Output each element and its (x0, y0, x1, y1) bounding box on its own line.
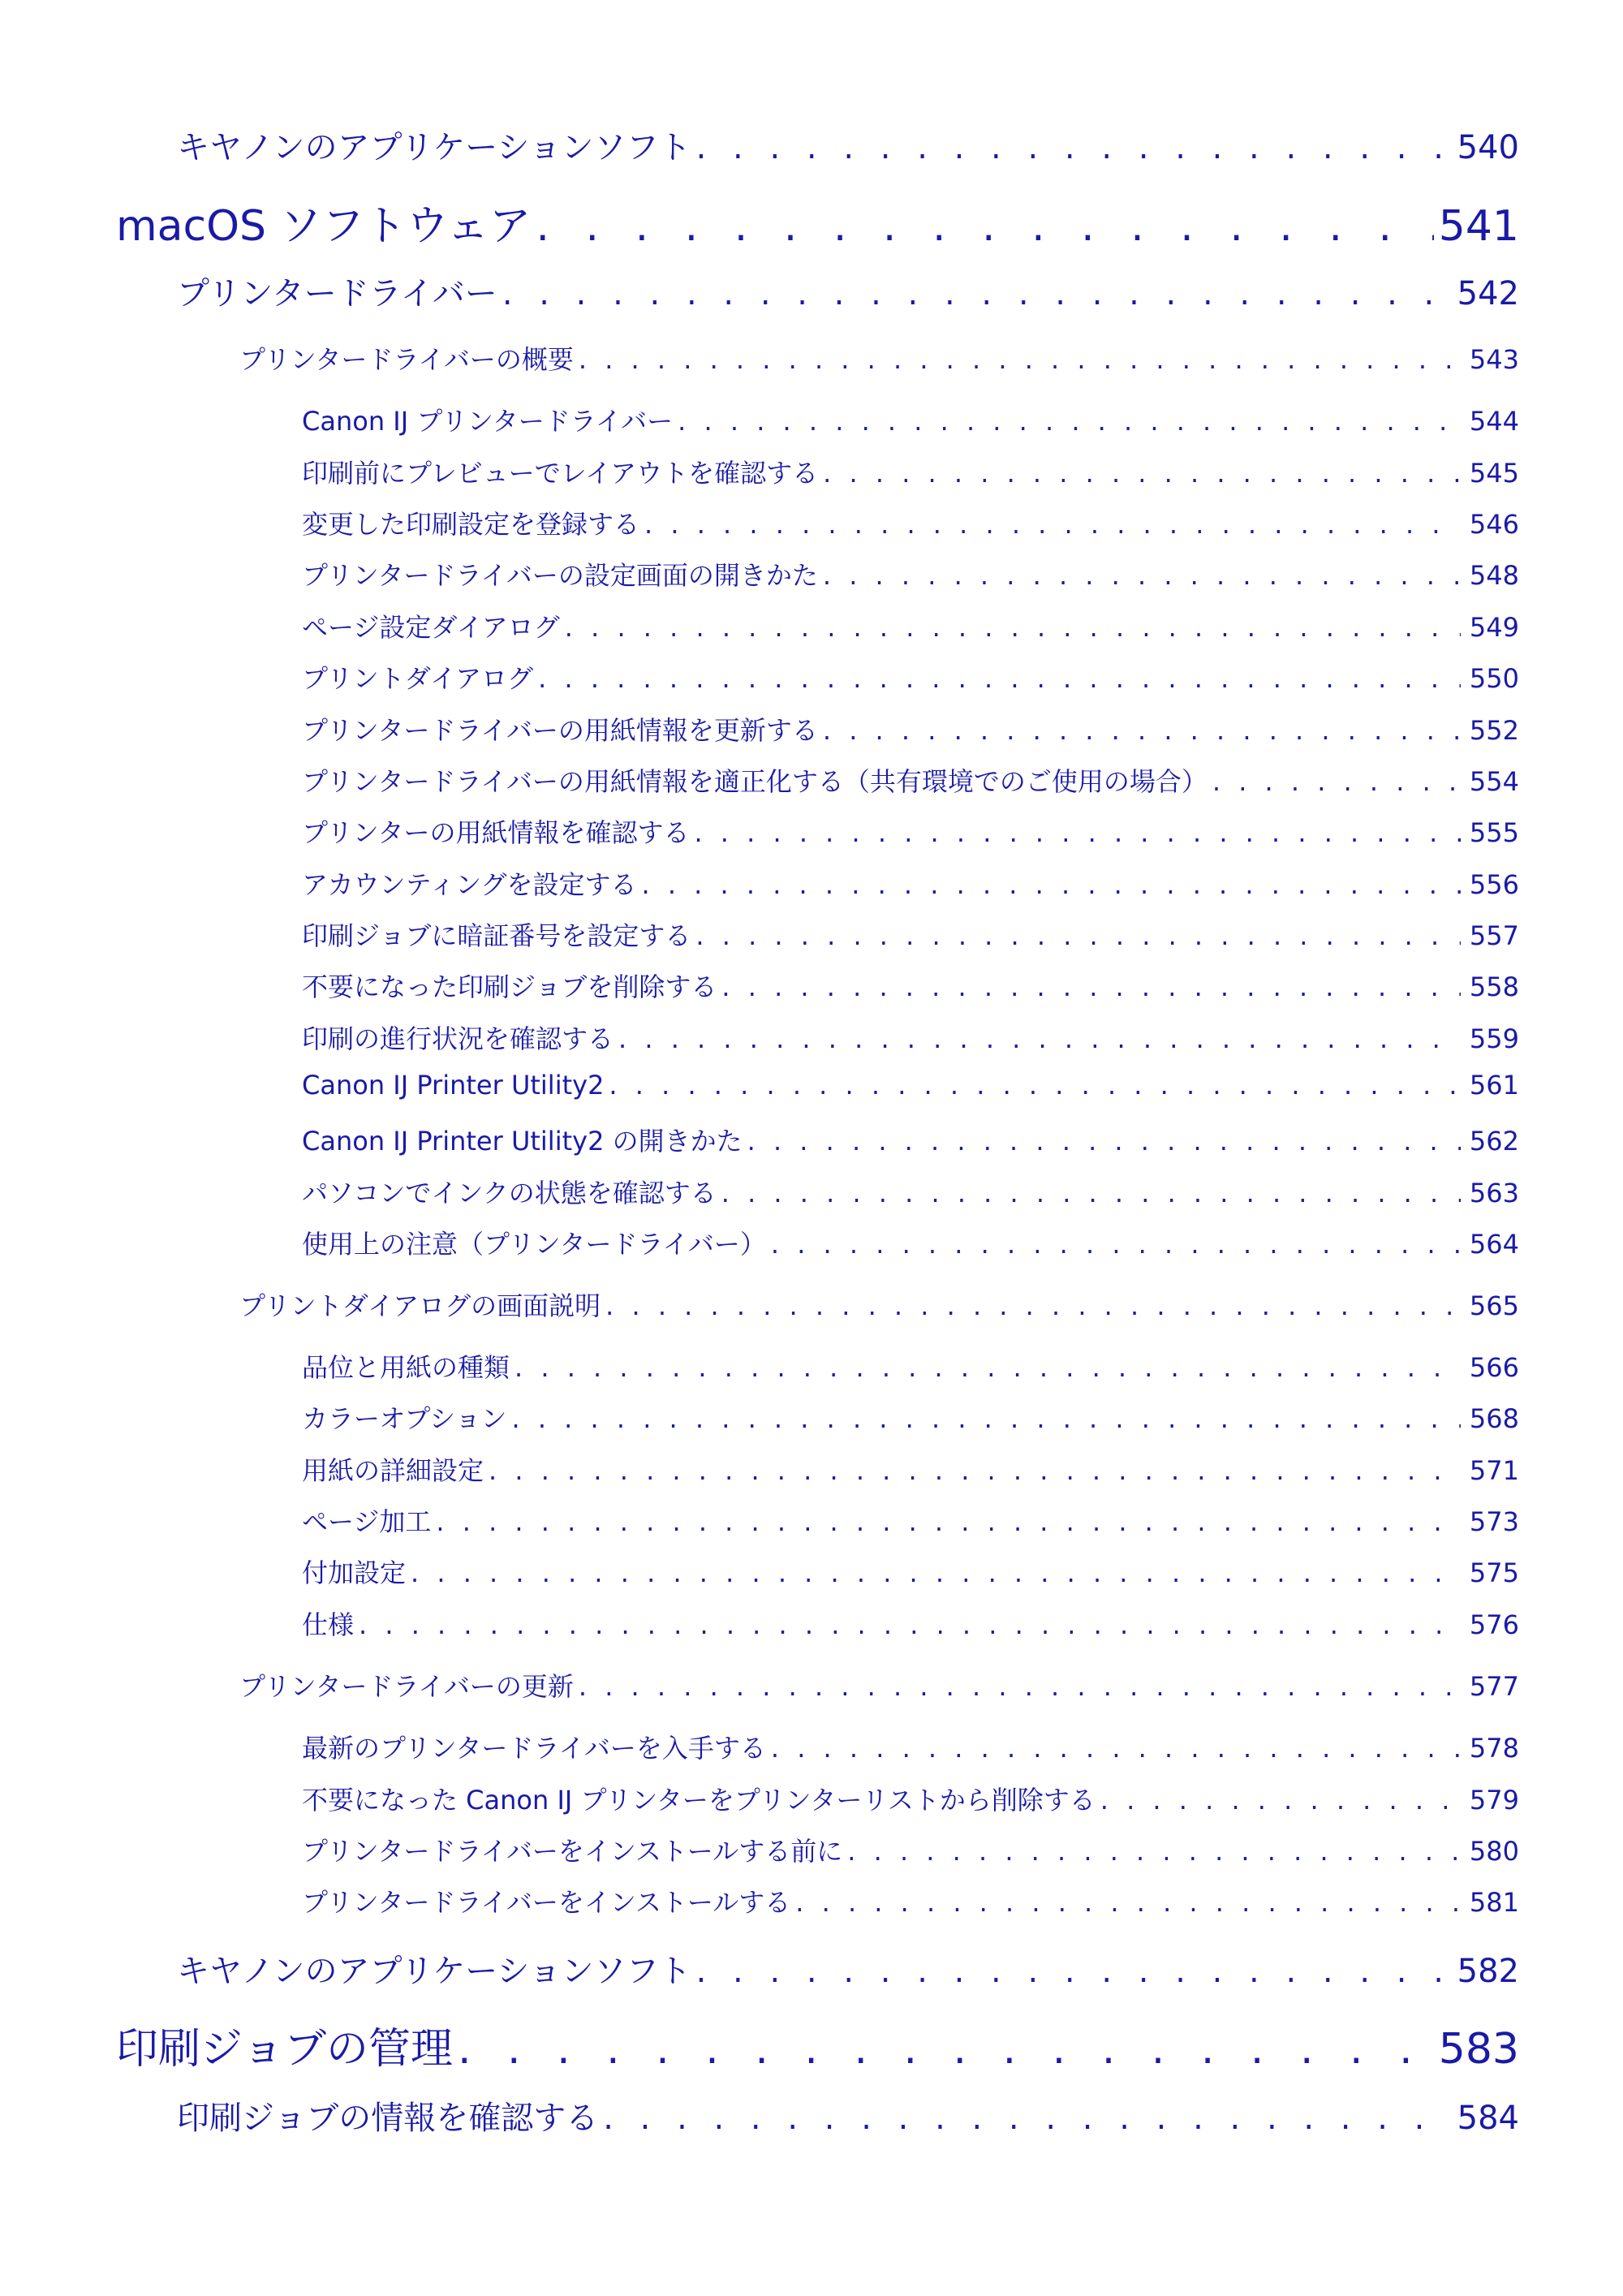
toc-entry-title: 印刷ジョブに暗証番号を設定する (302, 920, 691, 951)
toc-entry-title: プリンタードライバーの概要 (239, 344, 574, 375)
dot-leader (536, 202, 1434, 251)
dot-leader (579, 1671, 1461, 1702)
toc-entry-page: 550 (1469, 663, 1519, 694)
toc-entry-title: 印刷ジョブの管理 (116, 2025, 453, 2074)
toc-entry-page: 556 (1469, 869, 1519, 900)
dot-leader (747, 1126, 1461, 1157)
toc-entry[interactable] (302, 1224, 1519, 1261)
dot-leader (823, 715, 1461, 746)
toc-entry-title: プリンタードライバーの用紙情報を更新する (302, 715, 818, 746)
toc-entry[interactable] (177, 268, 1519, 314)
toc-entry[interactable] (302, 1121, 1519, 1158)
toc-entry[interactable] (302, 1605, 1519, 1642)
toc-entry-title: プリンターの用紙情報を確認する (302, 817, 690, 848)
toc-entry[interactable] (302, 1728, 1519, 1765)
toc-entry-page: 555 (1469, 817, 1519, 848)
dot-leader (579, 344, 1461, 375)
toc-entry-title: プリンタードライバーをインストールする前に (302, 1836, 843, 1867)
toc-entry[interactable] (302, 1450, 1519, 1488)
dot-leader (605, 1290, 1461, 1321)
toc-entry-title: 印刷前にプレビューでレイアウトを確認する (302, 458, 819, 489)
toc-entry-page: 575 (1469, 1557, 1519, 1588)
toc-entry-title: カラーオプション (302, 1403, 507, 1434)
toc-entry-title: プリンタードライバーの更新 (239, 1671, 574, 1702)
dot-leader (436, 1506, 1461, 1537)
toc-entry-page: 546 (1469, 509, 1519, 540)
toc-entry[interactable] (302, 555, 1519, 592)
toc-entry-title: 最新のプリンタードライバーを入手する (302, 1733, 766, 1764)
toc-entry[interactable] (302, 812, 1519, 850)
toc-entry[interactable] (116, 2014, 1519, 2075)
toc-entry-page: 543 (1469, 344, 1519, 375)
dot-leader (771, 1229, 1461, 1260)
toc-entry[interactable] (302, 658, 1519, 696)
toc-entry-page: 566 (1469, 1352, 1519, 1383)
toc-entry-title: macOS ソフトウェア (116, 202, 532, 251)
dot-leader (411, 1557, 1461, 1588)
toc-entry-page: 552 (1469, 715, 1519, 746)
toc-entry-title: 変更した印刷設定を登録する (302, 509, 640, 540)
dot-leader (696, 1953, 1449, 1990)
toc-entry-title: ページ設定ダイアログ (302, 612, 560, 643)
toc-entry-page: 559 (1469, 1023, 1519, 1054)
toc-entry-title: 印刷ジョブの情報を確認する (177, 2100, 599, 2137)
dot-leader (721, 971, 1461, 1002)
dot-leader (695, 920, 1461, 951)
toc-entry-title: Canon IJ Printer Utility2 (302, 1070, 605, 1101)
toc-entry[interactable] (302, 504, 1519, 541)
dot-leader (823, 560, 1461, 591)
toc-entry-page: 545 (1469, 458, 1519, 489)
toc-entry-page: 558 (1469, 971, 1519, 1002)
toc-entry[interactable] (239, 1286, 1519, 1323)
toc-entry-title: プリントダイアログの画面説明 (239, 1290, 601, 1321)
toc-entry-page: 577 (1469, 1671, 1519, 1702)
toc-entry[interactable] (116, 192, 1519, 252)
toc-entry-page: 564 (1469, 1229, 1519, 1260)
toc-entry-title: Canon IJ Printer Utility2 の開きかた (302, 1126, 743, 1157)
toc-entry-title: 付加設定 (302, 1557, 407, 1588)
toc-entry[interactable] (302, 1070, 1519, 1101)
toc-entry-title: プリンタードライバーの設定画面の開きかた (302, 560, 818, 591)
toc-entry[interactable] (302, 915, 1519, 953)
dot-leader (489, 1455, 1461, 1486)
toc-entry[interactable] (302, 1780, 1519, 1817)
toc-entry[interactable] (302, 1553, 1519, 1590)
toc-entry[interactable] (239, 1666, 1519, 1704)
dot-leader (678, 406, 1461, 437)
toc-entry-page: 541 (1438, 202, 1519, 251)
toc-entry-page: 568 (1469, 1403, 1519, 1434)
dot-leader (618, 1023, 1461, 1054)
toc-entry[interactable] (302, 1831, 1519, 1868)
dot-leader (641, 869, 1461, 900)
dot-leader (771, 1733, 1461, 1764)
toc-entry[interactable] (177, 1945, 1519, 1992)
toc-entry-title: 使用上の注意（プリンタードライバー） (302, 1229, 766, 1260)
toc-entry-page: 580 (1469, 1836, 1519, 1867)
toc-entry[interactable] (302, 1882, 1519, 1919)
toc-entry-title: ページ加工 (302, 1506, 432, 1537)
toc-entry[interactable] (302, 1019, 1519, 1056)
toc-entry-page: 561 (1469, 1070, 1519, 1101)
toc-entry-page: 548 (1469, 560, 1519, 591)
toc-entry-page: 582 (1457, 1953, 1519, 1990)
toc-entry[interactable] (302, 453, 1519, 490)
toc-entry[interactable] (302, 710, 1519, 747)
toc-entry-page: 581 (1469, 1887, 1519, 1918)
toc-entry-page: 584 (1457, 2100, 1519, 2137)
toc-entry-title: キヤノンのアプリケーションソフト (177, 1953, 691, 1990)
toc-entry-title: 品位と用紙の種類 (302, 1352, 510, 1383)
dot-leader (514, 1352, 1461, 1383)
dot-leader (609, 1070, 1461, 1101)
toc-entry-page: 542 (1457, 275, 1519, 312)
toc-entry-page: 554 (1469, 766, 1519, 797)
toc-entry-title: プリンタードライバーをインストールする (302, 1887, 791, 1918)
toc-entry[interactable] (302, 967, 1519, 1004)
dot-leader (644, 509, 1461, 540)
toc-entry[interactable] (302, 864, 1519, 902)
toc-entry-title: アカウンティングを設定する (302, 869, 637, 900)
dot-leader (565, 612, 1461, 643)
toc-entry-title: プリントダイアログ (302, 663, 534, 694)
toc-entry-page: 563 (1469, 1178, 1519, 1208)
toc-entry-title: 印刷の進行状況を確認する (302, 1023, 614, 1054)
toc-entry-page: 571 (1469, 1455, 1519, 1486)
toc-entry[interactable] (302, 607, 1519, 644)
toc-entry-page: 562 (1469, 1126, 1519, 1157)
toc-entry[interactable] (302, 761, 1519, 799)
toc-entry[interactable] (239, 339, 1519, 377)
toc-entry-page: 583 (1438, 2025, 1519, 2074)
toc-entry-page: 549 (1469, 612, 1519, 643)
toc-entry[interactable] (302, 401, 1519, 438)
toc-entry-page: 540 (1457, 129, 1519, 166)
dot-leader (603, 2100, 1449, 2137)
dot-leader (359, 1609, 1461, 1640)
toc-entry-title: 不要になった Canon IJ プリンターをプリンターリストから削除する (302, 1785, 1096, 1816)
toc-entry-page: 578 (1469, 1733, 1519, 1764)
toc-entry[interactable] (302, 1501, 1519, 1539)
toc-entry-page: 579 (1469, 1785, 1519, 1816)
dot-leader (721, 1178, 1461, 1208)
dot-leader (823, 458, 1461, 489)
toc-entry-title: パソコンでインクの状態を確認する (302, 1178, 717, 1208)
toc-entry-title: 用紙の詳細設定 (302, 1455, 484, 1486)
toc-entry-page: 544 (1469, 406, 1519, 437)
toc-entry-page: 565 (1469, 1290, 1519, 1321)
toc-entry-title: Canon IJ プリンタードライバー (302, 406, 674, 437)
toc-entry[interactable] (302, 1347, 1519, 1385)
toc-entry-page: 557 (1469, 920, 1519, 951)
dot-leader (795, 1887, 1461, 1918)
toc-entry[interactable] (302, 1398, 1519, 1436)
toc-entry-title: プリンタードライバー (177, 275, 497, 312)
dot-leader (511, 1403, 1461, 1434)
toc-entry-page: 573 (1469, 1506, 1519, 1537)
dot-leader (502, 275, 1449, 312)
dot-leader (694, 817, 1461, 848)
toc-entry-title: 仕様 (302, 1609, 355, 1640)
toc-entry-title: プリンタードライバーの用紙情報を適正化する（共有環境でのご使用の場合） (302, 766, 1208, 797)
dot-leader (1100, 1785, 1461, 1816)
toc-entry[interactable] (302, 1173, 1519, 1210)
toc-entry-page: 576 (1469, 1609, 1519, 1640)
dot-leader (458, 2025, 1434, 2074)
dot-leader (538, 663, 1461, 694)
toc-entry[interactable] (177, 2092, 1519, 2139)
toc-entry-title: キヤノンのアプリケーションソフト (177, 129, 691, 166)
toc-entry-title: 不要になった印刷ジョブを削除する (302, 971, 717, 1002)
dot-leader (847, 1836, 1461, 1867)
toc-entry[interactable] (177, 122, 1519, 168)
dot-leader (696, 129, 1449, 166)
dot-leader (1212, 766, 1461, 797)
